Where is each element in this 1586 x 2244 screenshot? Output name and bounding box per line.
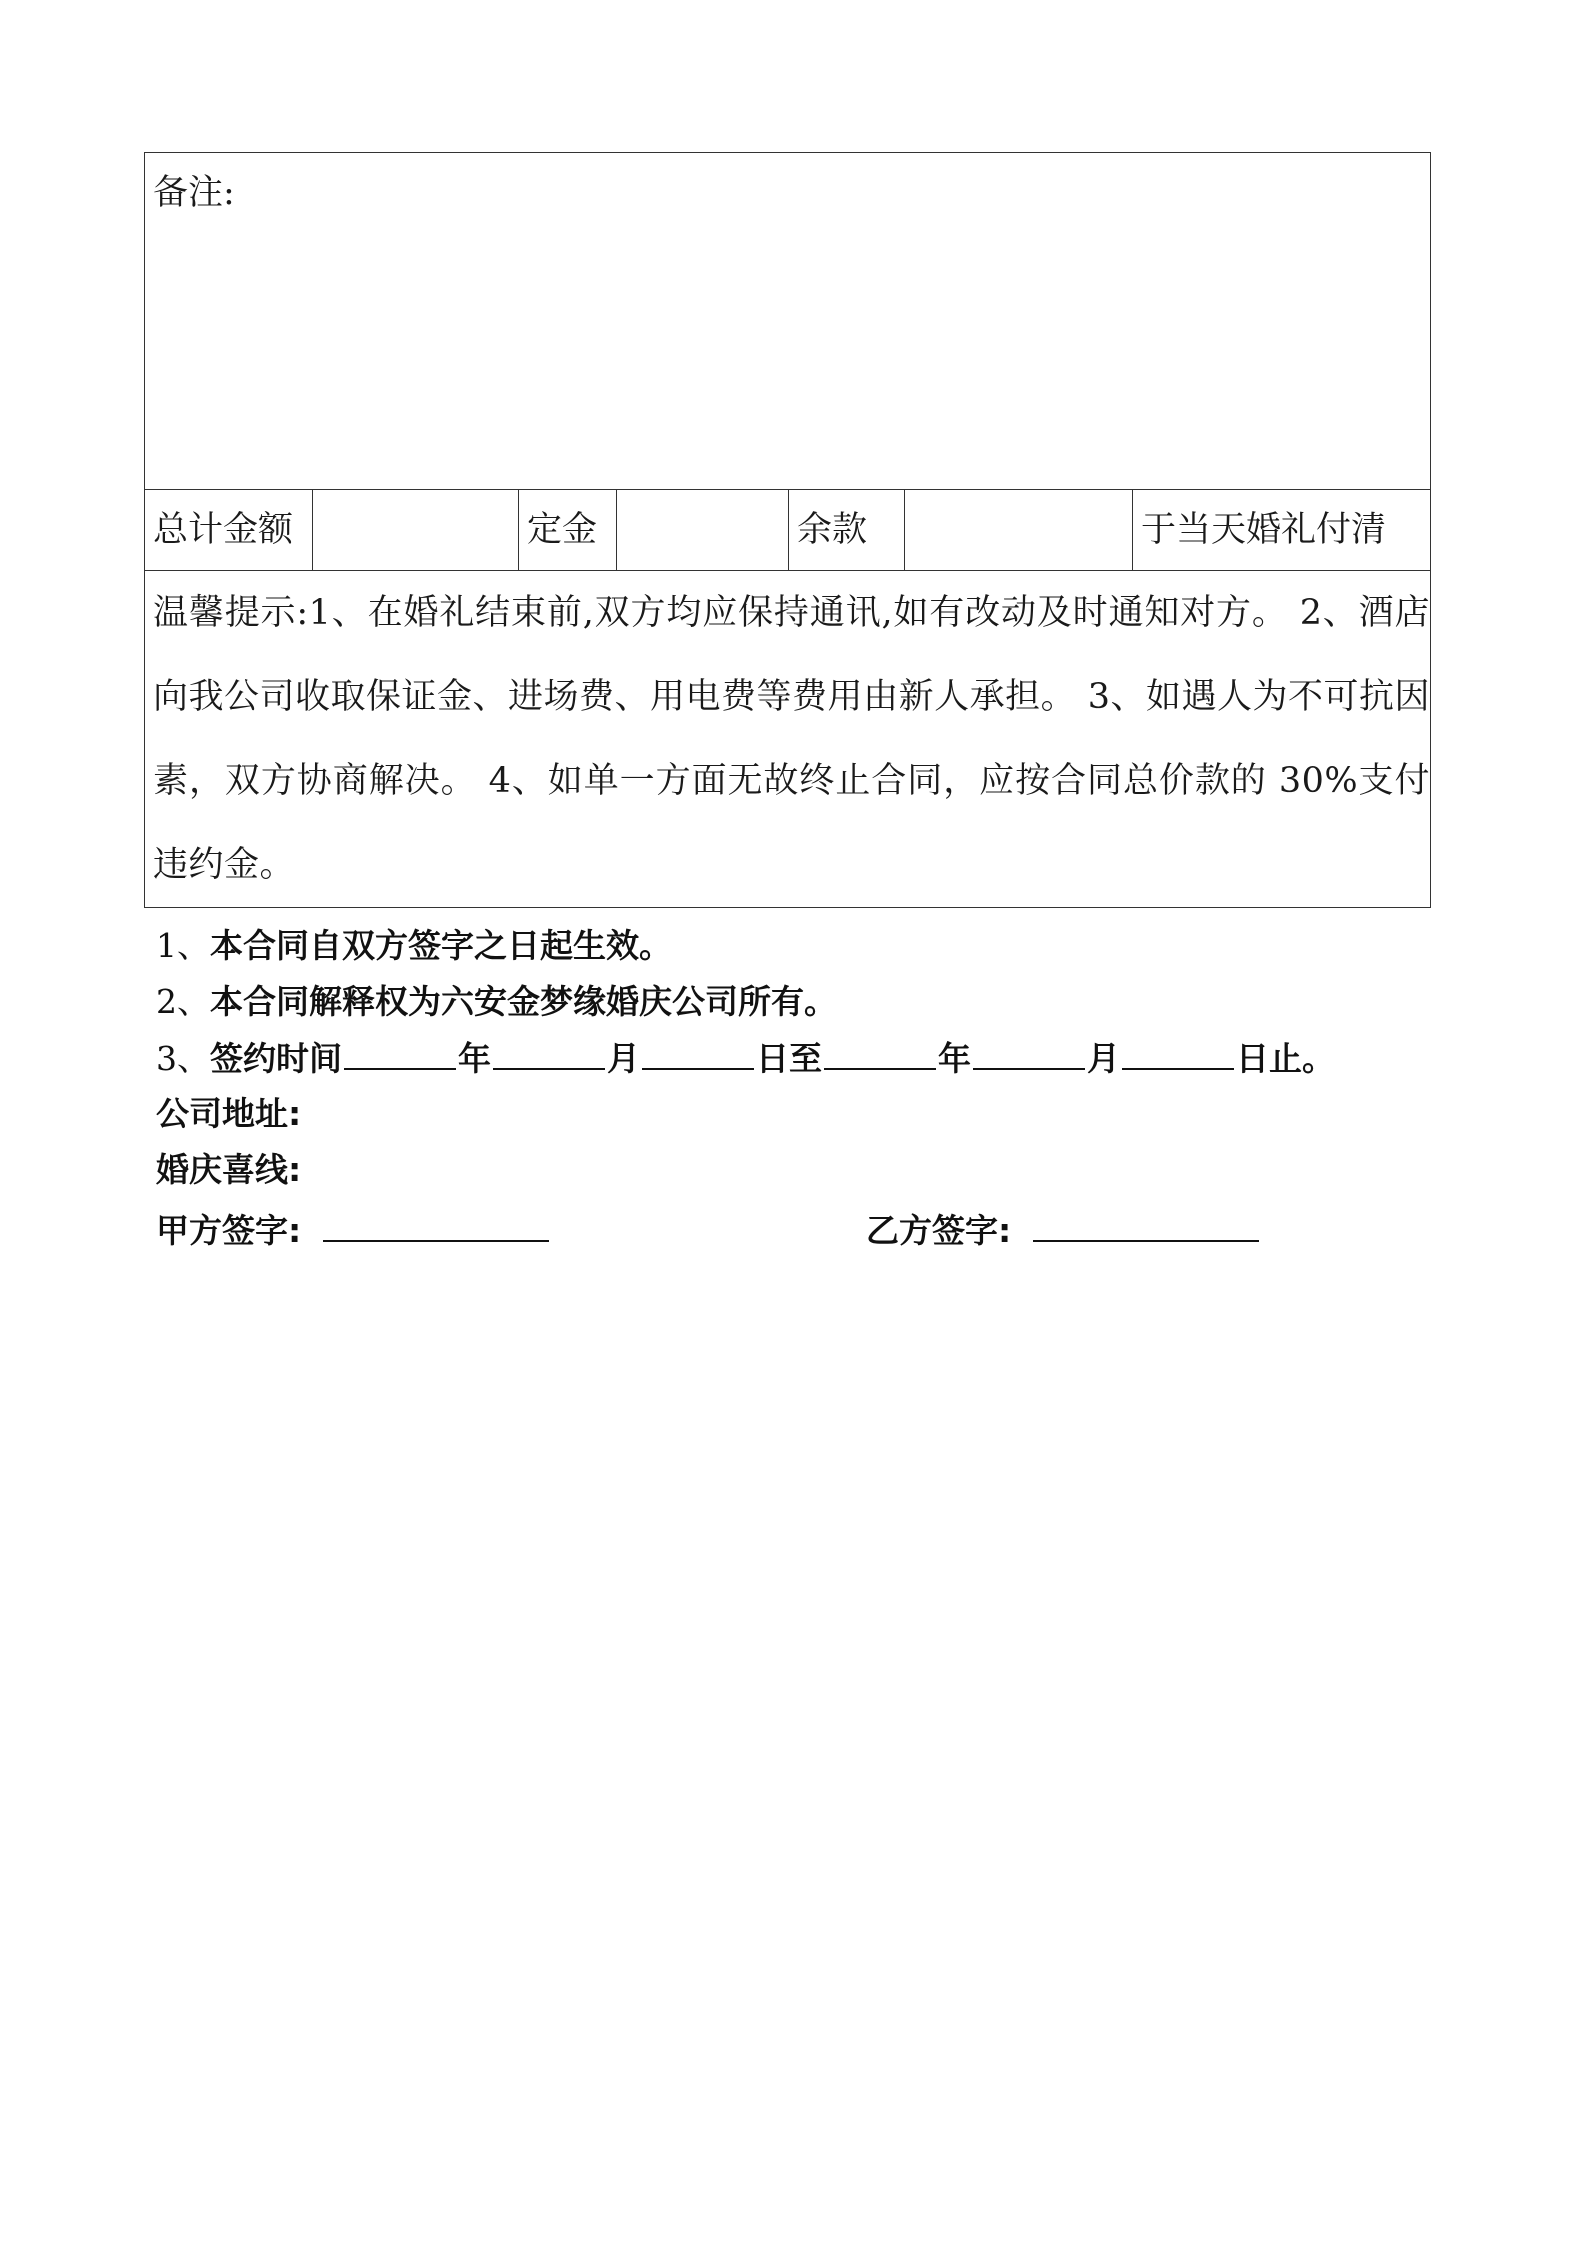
party-a-signature-line[interactable] xyxy=(323,1200,549,1242)
term-2 xyxy=(156,974,1436,1030)
company-address-label: 公司地址: xyxy=(156,1094,302,1133)
party-b-signature xyxy=(866,1200,1259,1261)
deposit-label: 定金 xyxy=(519,490,617,571)
payment-note: 于当天婚礼付清 xyxy=(1133,490,1431,571)
company-address xyxy=(156,1086,1436,1142)
deposit-field[interactable] xyxy=(617,490,789,571)
total-amount-field[interactable] xyxy=(313,490,519,571)
term-1-text: 本合同自双方签字之日起生效。 xyxy=(210,926,672,965)
contract-table xyxy=(144,152,1431,908)
signature-row xyxy=(156,1200,1436,1260)
balance-label: 余款 xyxy=(789,490,905,571)
end-month-label: 月 xyxy=(1087,1039,1120,1078)
remarks-cell[interactable] xyxy=(145,153,1431,490)
wedding-hotline xyxy=(156,1142,1436,1198)
party-b-label: 乙方签字: xyxy=(866,1211,1012,1250)
remarks-label: 备注: xyxy=(153,173,235,213)
wedding-hotline-label: 婚庆喜线: xyxy=(156,1150,302,1189)
party-b-signature-line[interactable] xyxy=(1033,1200,1259,1242)
contract-terms xyxy=(156,918,1436,1260)
term-3-lead: 签约时间 xyxy=(210,1039,342,1078)
party-a-signature xyxy=(156,1200,549,1261)
start-day-blank[interactable] xyxy=(642,1030,754,1070)
start-month-blank[interactable] xyxy=(493,1030,605,1070)
term-1-number: 1、 xyxy=(156,926,210,965)
end-day-blank[interactable] xyxy=(1122,1030,1234,1070)
term-2-number: 2、 xyxy=(156,982,210,1021)
balance-field[interactable] xyxy=(905,490,1133,571)
start-month-label: 月 xyxy=(607,1039,640,1078)
term-2-text: 本合同解释权为六安金梦缘婚庆公司所有。 xyxy=(210,982,837,1021)
total-amount-label: 总计金额 xyxy=(145,490,313,571)
end-month-blank[interactable] xyxy=(973,1030,1085,1070)
end-year-label: 年 xyxy=(938,1039,971,1078)
start-year-label: 年 xyxy=(458,1039,491,1078)
party-a-label: 甲方签字: xyxy=(156,1211,302,1250)
term-3-number: 3、 xyxy=(156,1039,210,1078)
term-1 xyxy=(156,918,1436,974)
start-day-label: 日至 xyxy=(756,1039,822,1078)
notice-cell: 温馨提示:1、在婚礼结束前,双方均应保持通讯,如有改动及时通知对方。 2、酒店向我公司收取保证金、进场费、用电费等费用由新人承担。 3、如遇人为不可抗因素，双方协商解决。 4、如单一方面无故终止合同，应按合同总价款的 30%支付违约金。 xyxy=(145,571,1431,908)
end-day-label: 日止。 xyxy=(1236,1039,1335,1078)
start-year-blank[interactable] xyxy=(344,1030,456,1070)
end-year-blank[interactable] xyxy=(824,1030,936,1070)
term-3-signing-period xyxy=(156,1030,1436,1086)
